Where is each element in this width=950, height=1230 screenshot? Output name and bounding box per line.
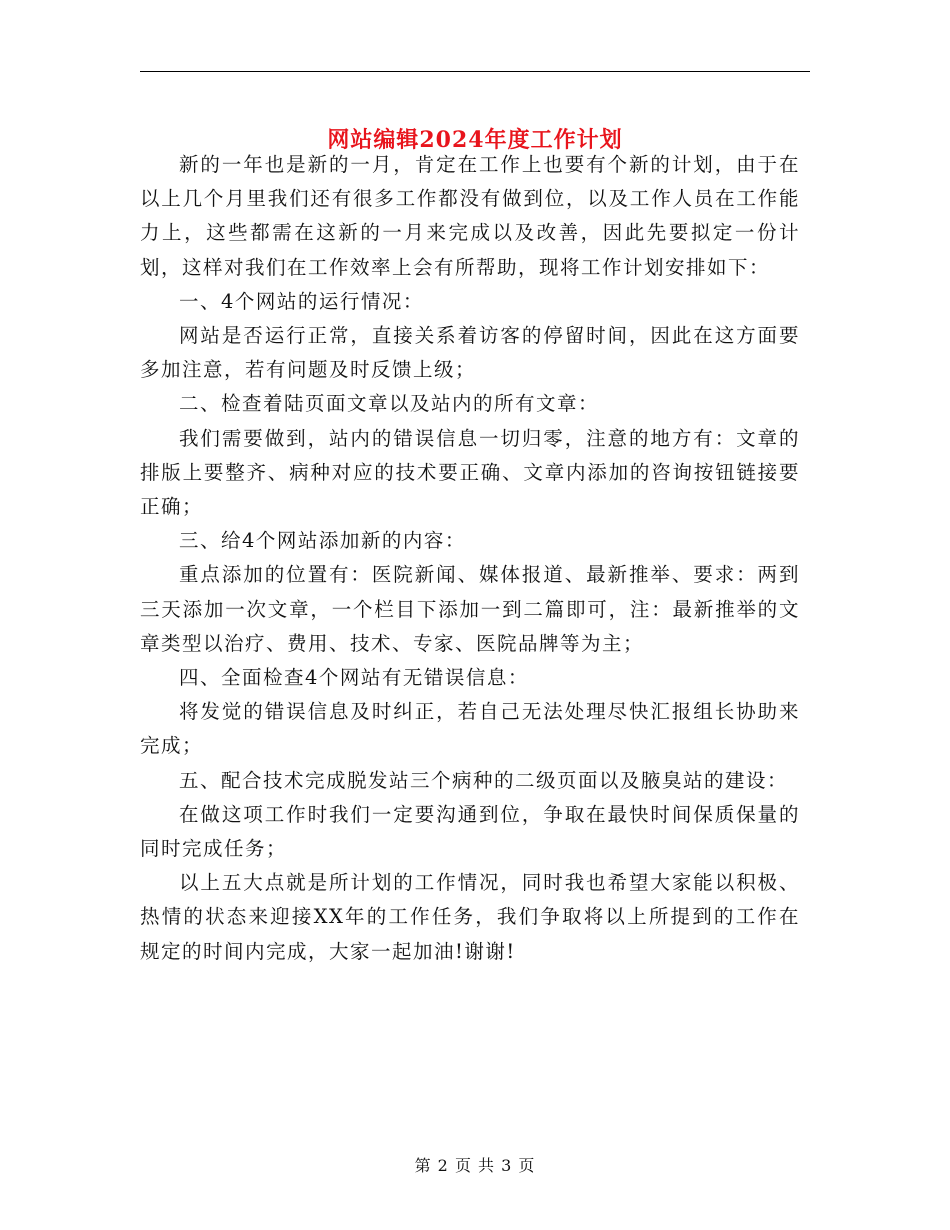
document-title: 网站编辑2024年度工作计划 [327,126,623,153]
paragraph-intro: 新的一年也是新的一月，肯定在工作上也要有个新的计划，由于在以上几个月里我们还有很多工作都没有做到位，以及工作人员在工作能力上，这些都需在这新的一月来完成以及改善，因此先要拟定一份计划，这样对我们在工作效率上会有所帮助，现将工作计划安排如下： [140,153,800,279]
section-heading-2: 二、检查着陆页面文章以及站内的所有文章： [179,392,600,416]
section-heading-4: 四、全面检查4个网站有无错误信息： [179,666,529,690]
header-rule [140,71,810,72]
paragraph-section-2: 我们需要做到，站内的错误信息一切归零，注意的地方有：文章的排版上要整齐、病种对应的技术要正确、文章内添加的咨询按钮链接要正确； [140,426,800,519]
paragraph-section-4: 将发觉的错误信息及时纠正，若自己无法处理尽快汇报组长协助来完成； [140,700,800,758]
paragraph-section-3: 重点添加的位置有：医院新闻、媒体报道、最新推举、要求：两到三天添加一次文章，一个栏目下添加一到二篇即可，注：最新推举的文章类型以治疗、费用、技术、专家、医院品牌等为主； [140,563,800,655]
page-number: 第 2 页 共 3 页 [414,1156,536,1175]
paragraph-conclusion: 以上五大点就是所计划的工作情况，同时我也希望大家能以积极、热情的状态来迎接XX年的工作任务，我们争取将以上所提到的工作在规定的时间内完成，大家一起加油!谢谢! [140,871,800,963]
paragraph-section-1: 网站是否运行正常，直接关系着访客的停留时间，因此在这方面要多加注意，若有问题及时反馈上级； [140,324,800,382]
section-heading-3: 三、给4个网站添加新的内容： [179,529,466,553]
paragraph-section-5: 在做这项工作时我们一定要沟通到位，争取在最快时间保质保量的同时完成任务； [140,802,800,861]
section-heading-5: 五、配合技术完成脱发站三个病种的二级页面以及腋臭站的建设： [179,768,789,792]
document-body [140,148,800,969]
section-heading-1: 一、4个网站的运行情况： [179,289,424,313]
